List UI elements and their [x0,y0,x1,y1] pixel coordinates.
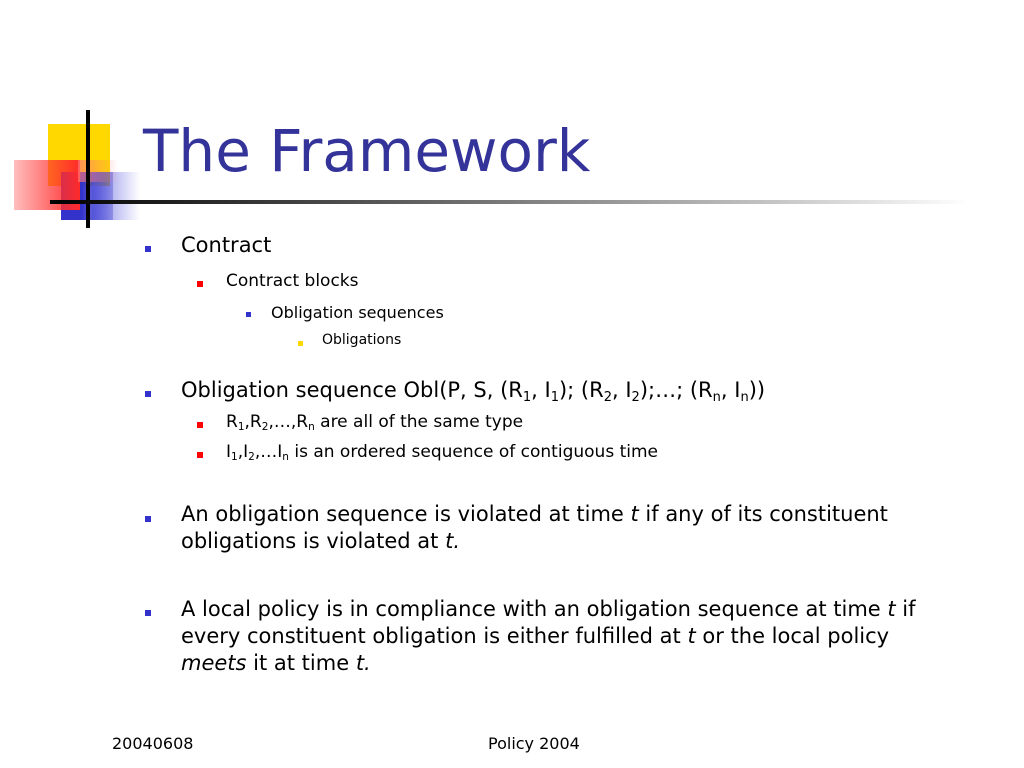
title-underline [50,200,970,204]
footer-date: 20040608 [112,734,194,753]
bullet-marker [298,341,303,346]
bullet-violated: An obligation sequence is violated at time t if any of its constituent obligations is violated at t. [181,502,888,553]
bullet-marker [145,246,151,252]
bullet-contract-blocks: Contract blocks [226,271,359,291]
bullet-obligation-sequence-definition: Obligation sequence Obl(P, S, ($R_1$, $I_1$); ($R_2$, $I_2);\dots$; ($R_n$, $I_n$)) [181,378,766,405]
bullet-marker [197,422,203,428]
bullet-obligation-sequences: Obligation sequences [271,303,444,322]
bullet-marker [197,452,203,458]
bullet-marker [145,610,151,616]
bullet-obligations: Obligations [322,332,402,348]
bullet-contract: Contract [181,233,272,257]
bullet-marker [145,516,151,522]
bullet-r-same-type: $R_1,R_2,\dots,R_n$ are all of the same type [226,412,524,434]
bullet-i-ordered-sequence: $I_1,I_2,\dots I_n$ is an ordered sequence of contiguous time [226,442,658,464]
footer-title: Policy 2004 [488,734,580,753]
slide-title: The Framework [143,117,591,185]
decor-red-fade [78,160,118,182]
decor-vertical-line [86,110,90,228]
bullet-marker [246,312,251,317]
bullet-compliance: A local policy is in compliance with an obligation sequence at time t if every constituent obligation is either fulfilled at t or the local policy meets it at time t. [181,597,916,675]
bullet-marker [145,391,151,397]
bullet-marker [197,281,203,287]
